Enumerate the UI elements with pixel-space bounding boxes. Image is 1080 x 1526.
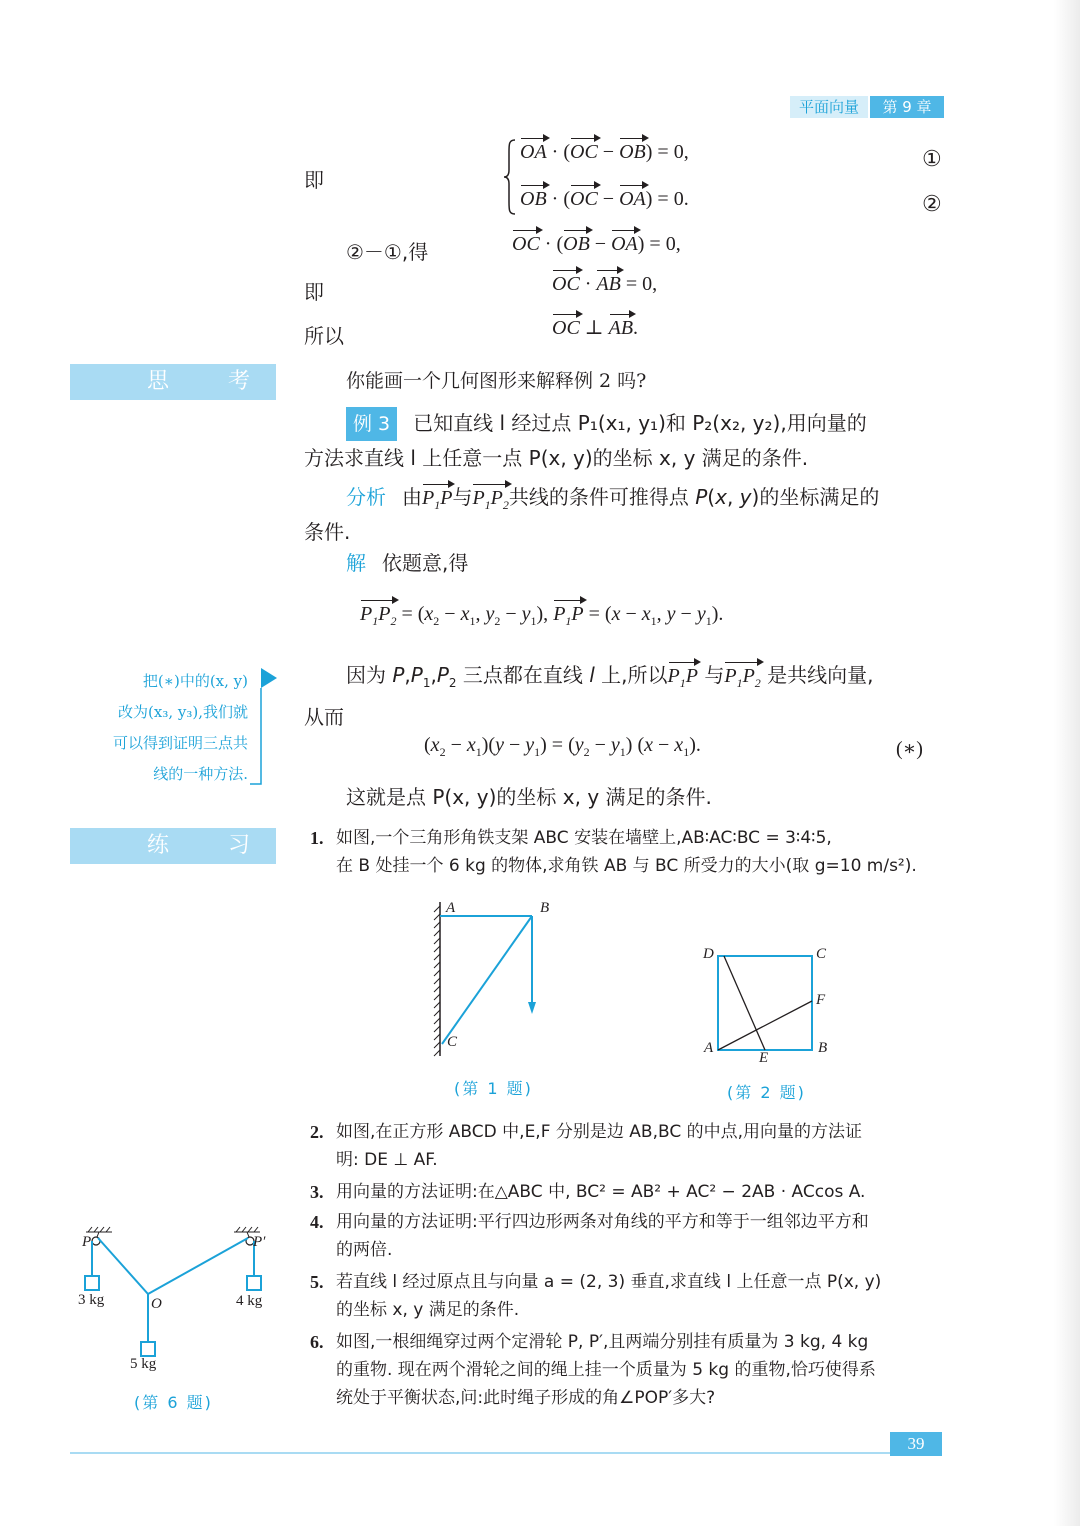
think-heading: 思 考 bbox=[147, 369, 276, 394]
equation-2: OB · (OC − OA) = 0. bbox=[520, 185, 689, 211]
exercise-line: 的重物. 现在两个滑轮之间的绳上挂一个质量为 5 kg 的重物,恰巧使得系 bbox=[336, 1360, 876, 1380]
exercise-line: 如图,在正方形 ABCD 中,E,F 分别是边 AB,BC 的中点,用向量的方法证 bbox=[336, 1122, 863, 1142]
vector-coordinates-equation: $P_1P_2 = (x_2 - x_1$, $y_2 - y_1$), $P_1P = (x - x_1$, $y - y_1$). bbox=[360, 600, 723, 629]
fig6-label-5kg: 5 kg bbox=[130, 1356, 157, 1372]
fig6-label-p-prime: P′ bbox=[253, 1234, 266, 1250]
solution-text: 依题意,得 bbox=[382, 551, 469, 575]
fig2-label-a: A bbox=[704, 1040, 714, 1056]
equation-marker-1: ① bbox=[922, 146, 942, 171]
page-number: 39 bbox=[907, 1434, 925, 1453]
solution-label: 解 bbox=[346, 551, 366, 575]
header-chapter: 第 9 章 bbox=[882, 98, 932, 116]
exercise-number: 2. bbox=[310, 1122, 324, 1142]
solution-start bbox=[346, 546, 468, 580]
equation-marker-2: ② bbox=[922, 191, 942, 216]
equation-1: OA · (OC − OB) = 0, bbox=[520, 138, 689, 164]
because-paragraph bbox=[304, 658, 954, 734]
page-number-box bbox=[890, 1432, 942, 1456]
exercise-line: 如图,一个三角形角铁支架 ABC 安装在墙壁上,AB∶AC∶BC = 3∶4∶5, bbox=[336, 828, 832, 848]
header-section-title: 平面向量 bbox=[798, 98, 859, 116]
example3-analysis bbox=[304, 480, 954, 549]
practice-heading-box bbox=[70, 828, 276, 864]
analysis-line2: 条件. bbox=[304, 520, 351, 544]
fig6-label-p: P bbox=[82, 1234, 92, 1250]
equation-4: OC · AB = 0, bbox=[552, 270, 657, 296]
label-ji-2: 即 bbox=[304, 280, 324, 304]
fig6-label-o: O bbox=[151, 1296, 162, 1312]
side-note-line-3: 可以得到证明三点共 bbox=[112, 734, 248, 752]
equation-5: OC ⊥ AB. bbox=[552, 314, 638, 340]
exercise-6 bbox=[310, 1328, 950, 1412]
fig2-label-b: B bbox=[818, 1040, 828, 1056]
analysis-line1: 分析 由$P_1P$与$P_1P_2$共线的条件可推得点 P(x, y)的坐标满足的 bbox=[346, 485, 880, 512]
exercise-line: 统处于平衡状态,问:此时绳子形成的角∠POP′多大? bbox=[336, 1388, 716, 1408]
example3-badge: 例 3 bbox=[346, 407, 397, 441]
example3-problem-line2: 方法求直线 l 上任意一点 P(x, y)的坐标 x, y 满足的条件. bbox=[304, 446, 809, 470]
exercise-line: 若直线 l 经过原点且与向量 a = (2, 3) 垂直,求直线 l 上任意一点 P(x, y) bbox=[336, 1272, 882, 1292]
exercise-line: 的坐标 x, y 满足的条件. bbox=[336, 1300, 520, 1320]
equation-3: OC · (OB − OA) = 0, bbox=[512, 230, 681, 256]
side-note-line-1: 把(∗)中的(x, y) bbox=[142, 672, 248, 690]
because-line1: 因为 $P,P_1,P_2$ 三点都在直线 l 上,所以$P_1P$ 与$P_1P_2$ 是共线向量, bbox=[346, 663, 874, 690]
side-note bbox=[66, 666, 248, 790]
fig6-label-3kg: 3 kg bbox=[78, 1292, 105, 1308]
exercise-2 bbox=[310, 1118, 950, 1174]
figure-1-caption: (第 1 题) bbox=[454, 1079, 533, 1098]
example3-problem-line1: 已知直线 l 经过点 P₁(x₁, y₁)和 P₂(x₂, y₂),用向量的 bbox=[413, 411, 867, 435]
fig2-label-d: D bbox=[703, 946, 714, 962]
exercise-line: 用向量的方法证明:平行四边形两条对角线的平方和等于一组邻边平方和 bbox=[336, 1212, 869, 1232]
header-chapter-tag bbox=[870, 96, 944, 118]
conclusion: 这就是点 P(x, y)的坐标 x, y 满足的条件. bbox=[346, 785, 712, 809]
exercise-number: 6. bbox=[310, 1332, 324, 1352]
label-suoyi: 所以 bbox=[304, 324, 344, 348]
fig1-label-c: C bbox=[447, 1034, 458, 1050]
exercise-3 bbox=[310, 1178, 950, 1206]
fig1-label-b: B bbox=[540, 900, 550, 916]
figure-2-caption: (第 2 题) bbox=[727, 1083, 806, 1102]
think-heading-box bbox=[70, 364, 276, 400]
left-brace bbox=[503, 138, 517, 216]
fig6-label-4kg: 4 kg bbox=[236, 1293, 263, 1309]
example3-line1 bbox=[304, 406, 954, 441]
exercise-number: 1. bbox=[310, 828, 324, 848]
fig2-label-e: E bbox=[759, 1050, 769, 1066]
label-ji-1: 即 bbox=[304, 168, 324, 192]
side-note-line-2: 改为(x₃, y₃),我们就 bbox=[118, 703, 248, 721]
side-note-bracket bbox=[244, 664, 280, 788]
figure-1-bracket bbox=[420, 896, 580, 1068]
exercise-4 bbox=[310, 1208, 950, 1264]
fig1-label-a: A bbox=[446, 900, 456, 916]
footer-rule bbox=[70, 1452, 890, 1454]
because-line2: 从而 bbox=[304, 705, 344, 729]
collinear-condition-equation: $(x_2 - x_1)(y - y_1) = (y_2 - y_1) (x - x_1)$. bbox=[424, 734, 701, 759]
header-section-tag bbox=[790, 96, 868, 118]
exercise-number: 4. bbox=[310, 1212, 324, 1232]
exercise-line: 明: DE ⊥ AF. bbox=[336, 1150, 438, 1170]
analysis-label: 分析 bbox=[346, 485, 386, 509]
exercise-5 bbox=[310, 1268, 950, 1324]
figure-6-caption: (第 6 题) bbox=[134, 1393, 213, 1412]
page-edge-shadow bbox=[1054, 0, 1080, 1526]
exercise-line: 在 B 处挂一个 6 kg 的物体,求角铁 AB 与 BC 所受力的大小(取 g=10 m/s²). bbox=[336, 856, 917, 876]
star-marker: (∗) bbox=[896, 738, 923, 760]
exercise-number: 3. bbox=[310, 1182, 324, 1202]
fig2-label-c: C bbox=[816, 946, 827, 962]
exercise-line: 的两倍. bbox=[336, 1240, 393, 1260]
fig2-label-f: F bbox=[816, 992, 826, 1008]
exercise-1 bbox=[310, 824, 950, 880]
exercise-number: 5. bbox=[310, 1272, 324, 1292]
example3-problem bbox=[304, 406, 954, 475]
side-note-line-4: 线的一种方法. bbox=[153, 765, 248, 783]
exercise-line: 如图,一根细绳穿过两个定滑轮 P, P′,且两端分别挂有质量为 3 kg, 4 kg bbox=[336, 1332, 869, 1352]
think-question: 你能画一个几何图形来解释例 2 吗? bbox=[346, 370, 647, 392]
practice-heading: 练 习 bbox=[147, 833, 276, 858]
exercise-line: 用向量的方法证明:在△ABC 中, BC² = AB² + AC² − 2AB · ACcos A. bbox=[336, 1182, 866, 1202]
step-label: ②－①,得 bbox=[346, 240, 429, 264]
